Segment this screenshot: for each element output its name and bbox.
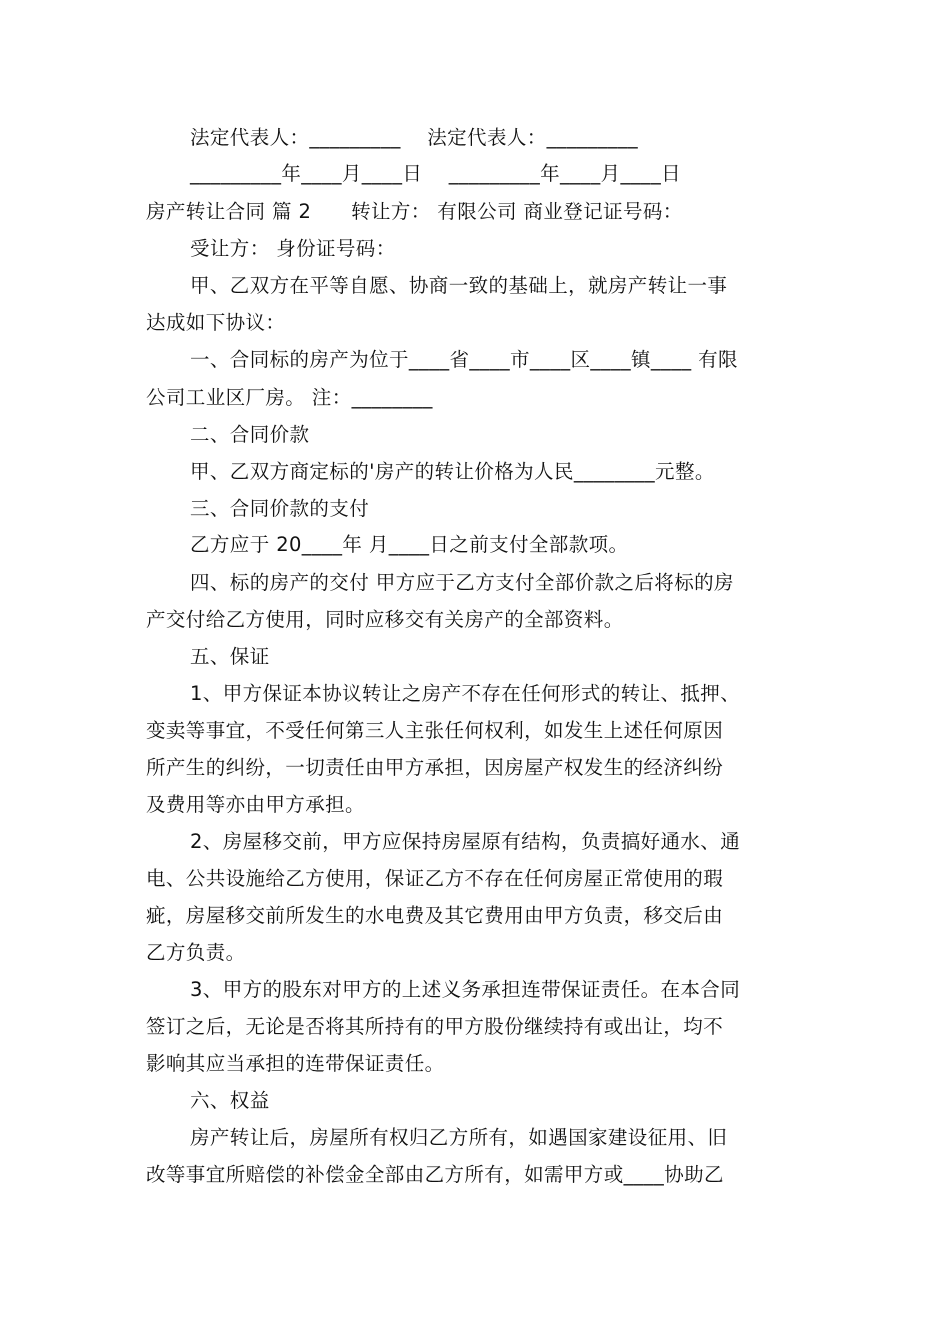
clause-heading: 五、保证 bbox=[190, 645, 270, 668]
paragraph-line: 达成如下协议： bbox=[146, 311, 286, 334]
section-heading-line: 房产转让合同 篇 2 转让方： 有限公司 商业登记证号码： bbox=[146, 200, 683, 223]
clause-line: 产交付给乙方使用，同时应移交有关房产的全部资料。 bbox=[146, 608, 624, 631]
clause-line: 乙方负责。 bbox=[146, 941, 246, 964]
clause-line: 四、标的房产的交付 甲方应于乙方支付全部价款之后将标的房 bbox=[190, 571, 734, 594]
clause-line: 变卖等事宜，不受任何第三人主张任何权利，如发生上述任何原因 bbox=[146, 719, 724, 742]
clause-line: 3、甲方的股东对甲方的上述义务承担连带保证责任。在本合同 bbox=[190, 978, 741, 1001]
paragraph-line: 甲、乙双方在平等自愿、协商一致的基础上，就房产转让一事 bbox=[190, 274, 728, 297]
clause-line: 疵，房屋移交前所发生的水电费及其它费用由甲方负责，移交后由 bbox=[146, 904, 724, 927]
clause-line: 公司工业区厂房。 注：________ bbox=[146, 386, 433, 409]
clause-line: 所产生的纠纷，一切责任由甲方承担，因房屋产权发生的经济纠纷 bbox=[146, 756, 724, 779]
clause-line: 甲、乙双方商定标的'房产的转让价格为人民________元整。 bbox=[190, 460, 715, 483]
clause-line: 改等事宜所赔偿的补偿金全部由乙方所有，如需甲方或____协助乙 bbox=[146, 1163, 724, 1186]
clause-heading: 二、合同价款 bbox=[190, 423, 310, 446]
clause-heading: 六、权益 bbox=[190, 1089, 270, 1112]
signature-line: 法定代表人：_________ 法定代表人：_________ bbox=[190, 126, 638, 149]
clause-line: 及费用等亦由甲方承担。 bbox=[146, 793, 365, 816]
clause-line: 电、公共设施给乙方使用，保证乙方不存在任何房屋正常使用的瑕 bbox=[146, 867, 724, 890]
clause-line: 1、甲方保证本协议转让之房产不存在任何形式的转让、抵押、 bbox=[190, 682, 741, 705]
clause-line: 一、合同标的房产为位于____省____市____区____镇____ 有限 bbox=[190, 348, 738, 371]
clause-line: 签订之后，无论是否将其所持有的甲方股份继续持有或出让，均不 bbox=[146, 1015, 724, 1038]
date-line: _________年____月____日 _________年____月____日 bbox=[190, 162, 681, 185]
text-line: 受让方： 身份证号码： bbox=[190, 237, 396, 260]
clause-line: 房产转让后，房屋所有权归乙方所有，如遇国家建设征用、旧 bbox=[190, 1126, 728, 1149]
clause-line: 影响其应当承担的连带保证责任。 bbox=[146, 1052, 445, 1075]
clause-line: 2、房屋移交前，甲方应保持房屋原有结构，负责搞好通水、通 bbox=[190, 830, 741, 853]
clause-line: 乙方应于 20____年 月____日之前支付全部款项。 bbox=[190, 533, 629, 556]
clause-heading: 三、合同价款的支付 bbox=[190, 497, 370, 520]
